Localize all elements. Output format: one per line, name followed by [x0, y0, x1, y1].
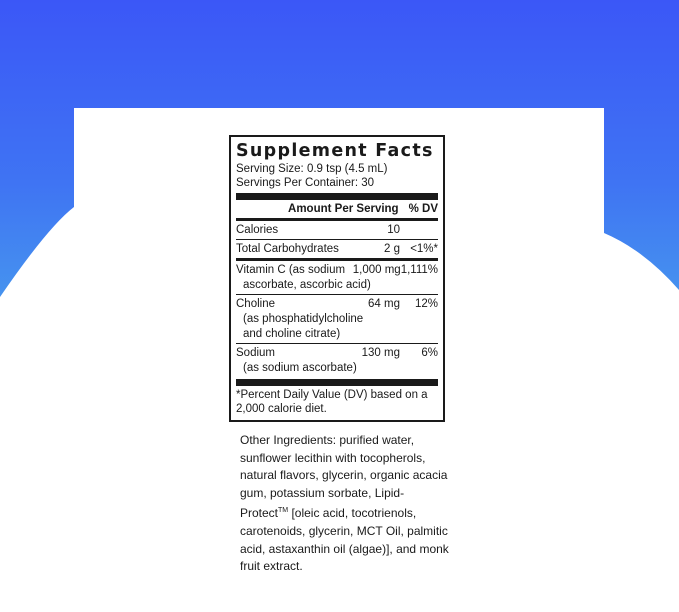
divider-thick	[236, 193, 438, 200]
dv-header: % DV	[408, 203, 438, 215]
other-ingredients-text: Other Ingredients: purified water, sunflower lecithin with tocopherols, natural flavors, glycerin, organic acacia gum, potassium sorbate, Lipid-Protect	[240, 433, 448, 521]
nutrient-source: (as phosphatidylcholine	[243, 313, 364, 325]
divider-thin	[236, 343, 438, 344]
other-ingredients-text-continued: [oleic acid, tocotrienols, carotenoids, glycerin, MCT Oil, palmitic acid, astaxanthin oil (algae)], and monk fruit extract.	[240, 506, 449, 574]
nutrient-source: (as sodium ascorbate)	[243, 362, 357, 374]
divider-medium	[236, 258, 438, 261]
nutrient-dv: <1%*	[410, 243, 438, 255]
supplement-facts-title: Supplement Facts	[236, 141, 434, 161]
nutrient-amount: 64 mg	[368, 298, 400, 310]
nutrient-source: ascorbate, ascorbic acid)	[243, 279, 371, 291]
nutrient-row-choline	[236, 297, 438, 312]
column-header	[236, 202, 438, 217]
nutrient-name: Choline	[236, 298, 275, 310]
nutrient-name: Sodium	[236, 347, 275, 359]
nutrient-row-sodium	[236, 346, 438, 361]
divider-thick	[236, 379, 438, 386]
nutrient-row-calories	[236, 223, 438, 238]
other-ingredients	[240, 432, 450, 576]
nutrient-name: Total Carbohydrates	[236, 243, 339, 255]
serving-size: Serving Size: 0.9 tsp (4.5 mL)	[236, 163, 388, 175]
nutrient-name: Vitamin C (as sodium	[236, 264, 346, 276]
nutrient-amount: 1,000 mg	[352, 264, 401, 276]
nutrient-dv: 1,111%	[400, 264, 438, 276]
nutrient-amount: 10	[387, 224, 400, 236]
nutrient-source: and choline citrate)	[243, 328, 341, 340]
supplement-facts-panel	[229, 135, 445, 422]
nutrient-amount: 130 mg	[361, 347, 400, 359]
divider-medium	[236, 218, 438, 221]
nutrient-name: Calories	[236, 224, 279, 236]
divider-thin	[236, 239, 438, 240]
amount-per-serving-header: Amount Per Serving	[288, 203, 399, 215]
divider-thin	[236, 294, 438, 295]
nutrient-row-carbohydrates	[236, 242, 438, 257]
trademark-mark: TM	[278, 507, 289, 515]
daily-value-footnote: *Percent Daily Value (DV) based on a 2,000 calorie diet.	[236, 389, 428, 415]
nutrient-row-vitamin-c	[236, 263, 438, 278]
nutrient-dv: 12%	[414, 298, 438, 310]
nutrient-amount: 2 g	[384, 243, 400, 255]
nutrient-dv	[400, 223, 438, 238]
servings-per-container: Servings Per Container: 30	[236, 177, 375, 189]
nutrient-dv: 6%	[421, 347, 438, 359]
